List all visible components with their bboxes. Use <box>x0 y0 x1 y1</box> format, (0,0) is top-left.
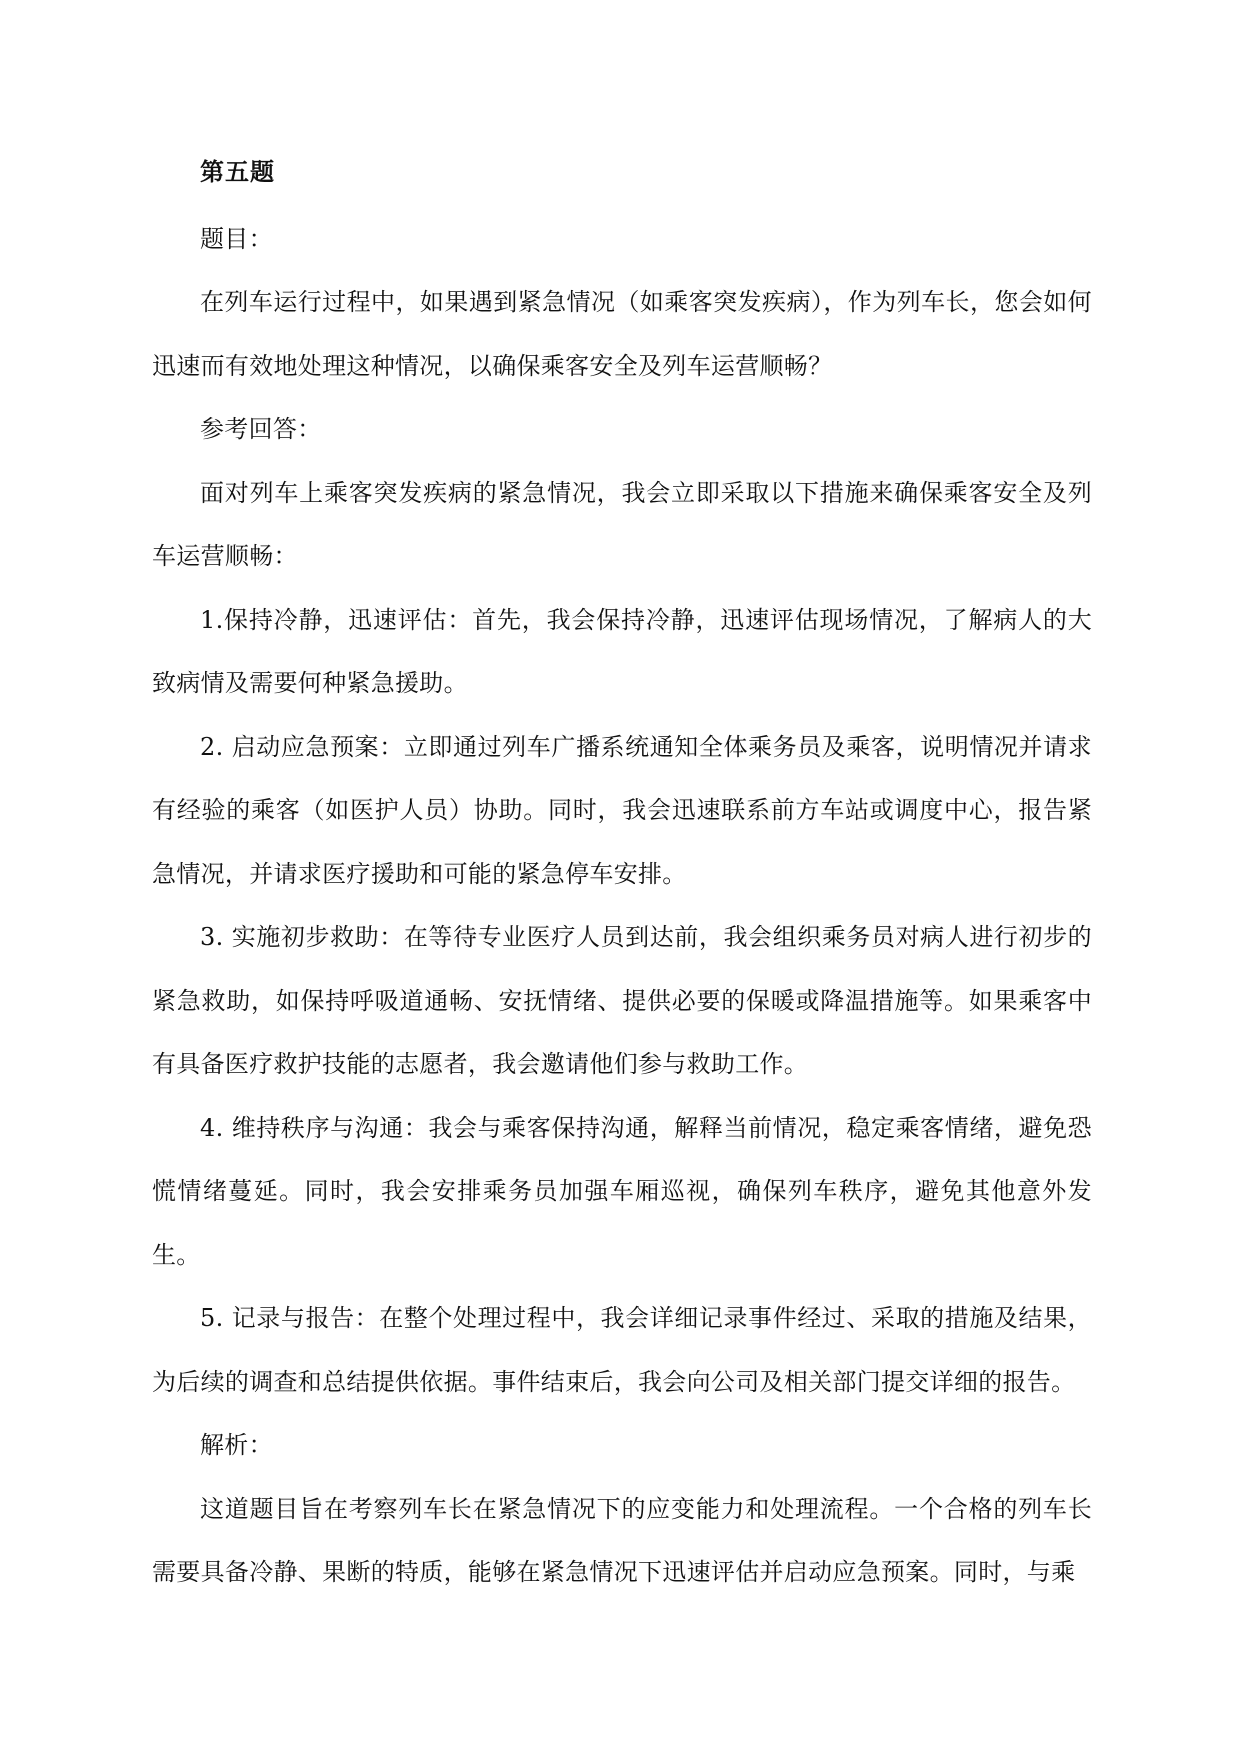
answer-label: 参考回答： <box>200 415 322 443</box>
analysis-text: 这道题目旨在考察列车长在紧急情况下的应变能力和处理流程。一个合格的列车长需要具备冷静、果断的特质，能够在紧急情况下迅速评估并启动应急预案。同时，与乘 <box>152 1494 1092 1586</box>
answer-step-5: 5. 记录与报告：在整个处理过程中，我会详细记录事件经过、采取的措施及结果，为后续的调查和总结提供依据。事件结束后，我会向公司及相关部门提交详细的报告。 <box>152 1304 1092 1396</box>
answer-step-3: 3. 实施初步救助：在等待专业医疗人员到达前，我会组织乘务员对病人进行初步的紧急救助，如保持呼吸道通畅、安抚情绪、提供必要的保暖或降温措施等。如果乘客中有具备医疗救护技能的志愿者，我会邀请他们参与救助工作。 <box>152 923 1092 1078</box>
answer-intro: 面对列车上乘客突发疾病的紧急情况，我会立即采取以下措施来确保乘客安全及列车运营顺畅： <box>152 478 1092 570</box>
document-body <box>152 141 1092 1605</box>
answer-step-4: 4. 维持秩序与沟通：我会与乘客保持沟通，解释当前情况，稳定乘客情绪，避免恐慌情绪蔓延。同时，我会安排乘务员加强车厢巡视，确保列车秩序，避免其他意外发生。 <box>152 1113 1092 1269</box>
answer-step-2: 2. 启动应急预案：立即通过列车广播系统通知全体乘务员及乘客，说明情况并请求有经验的乘客（如医护人员）协助。同时，我会迅速联系前方车站或调度中心，报告紧急情况，并请求医疗援助和可能的紧急停车安排。 <box>152 732 1092 888</box>
prompt-label: 题目： <box>200 224 273 253</box>
prompt-text: 在列车运行过程中，如果遇到紧急情况（如乘客突发疾病），作为列车长，您会如何迅速而有效地处理这种情况，以确保乘客安全及列车运营顺畅？ <box>152 288 1092 380</box>
analysis-label: 解析： <box>200 1431 273 1459</box>
answer-step-1: 1.保持冷静，迅速评估：首先，我会保持冷静，迅速评估现场情况，了解病人的大致病情及需要何种紧急援助。 <box>152 605 1092 697</box>
question-heading: 第五题 <box>200 158 275 186</box>
